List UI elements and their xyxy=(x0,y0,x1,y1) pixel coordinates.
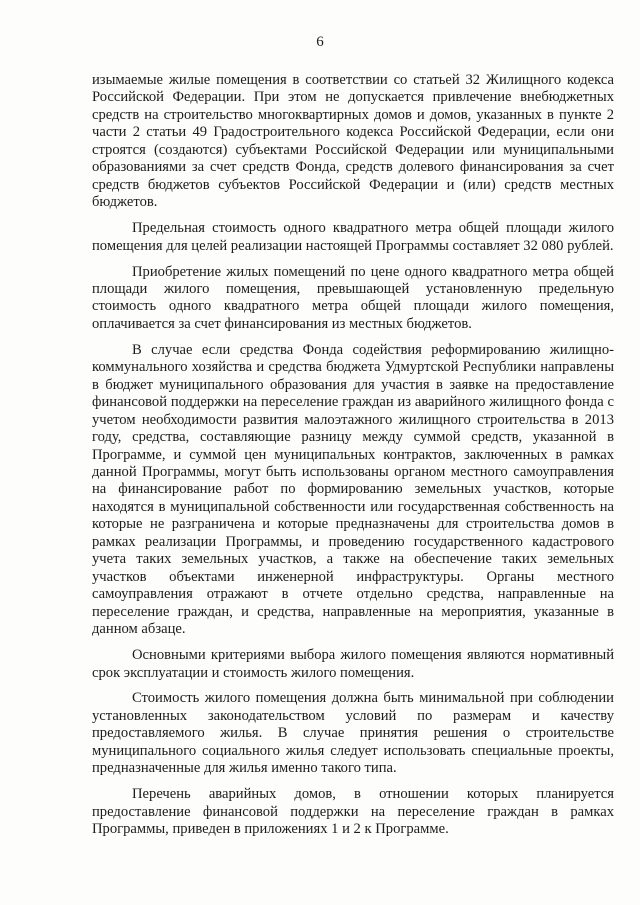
paragraph: Перечень аварийных домов, в отношении которых планируется предоставление финансовой поддержки на переселение граждан в рамках Программы, приведен в приложениях 1 и 2 к Программе. xyxy=(92,786,614,838)
document-body xyxy=(92,72,614,839)
paragraph: Стоимость жилого помещения должна быть минимальной при соблюдении установленных законодательством условий по размерам и качеству предоставляемого жилья. В случае принятия решения о строительстве муниципального социального жилья следует использовать специальные проекты, предназначенные для жилья именно такого типа. xyxy=(92,690,614,777)
paragraph: изымаемые жилые помещения в соответствии со статьей 32 Жилищного кодекса Российской Федерации. При этом не допускается привлечение внебюджетных средств на строительство многоквартирных домов и домов, указанных в пункте 2 части 2 статьи 49 Градостроительного кодекса Российской Федерации, если они строятся (создаются) субъектами Российской Федерации или муниципальными образованиями за счет средств Фонда, средств долевого финансирования за счет средств бюджетов субъектов Российской Федерации и (или) средств местных бюджетов. xyxy=(92,72,614,211)
paragraph: Основными критериями выбора жилого помещения являются нормативный срок эксплуатации и стоимость жилого помещения. xyxy=(92,647,614,681)
paragraph: Предельная стоимость одного квадратного метра общей площади жилого помещения для целей реализации настоящей Программы составляет 32 080 рублей. xyxy=(92,220,614,254)
paragraph: В случае если средства Фонда содействия реформированию жилищно-коммунального хозяйства и средства бюджета Удмуртской Республики направлены в бюджет муниципального образования для участия в заявке на предоставление финансовой поддержки на переселение граждан из аварийного жилищного фонда с учетом необходимости развития малоэтажного жилищного строительства в 2013 году, средства, составляющие разницу между суммой средств, указанной в Программе, и суммой цен муниципальных контрактов, заключенных в рамках данной Программы, могут быть использованы органом местного самоуправления на финансирование работ по формированию земельных участков, которые находятся в муниципальной собственности или государственная собственность на которые не разграничена и которые предназначены для строительства домов в рамках реализации Программы, и проведению государственного кадастрового учета таких земельных участков, а также на обеспечение таких земельных участков объектами инженерной инфраструктуры. Органы местного самоуправления отражают в отчете отдельно средства, направленные на переселение граждан, и средства, направленные на мероприятия, указанные в данном абзаце. xyxy=(92,341,614,638)
page-number: 6 xyxy=(316,34,324,50)
paragraph: Приобретение жилых помещений по цене одного квадратного метра общей площади жилого помещения, превышающей установленную предельную стоимость одного квадратного метра общей площади жилого помещения, оплачивается за счет финансирования из местных бюджетов. xyxy=(92,263,614,332)
